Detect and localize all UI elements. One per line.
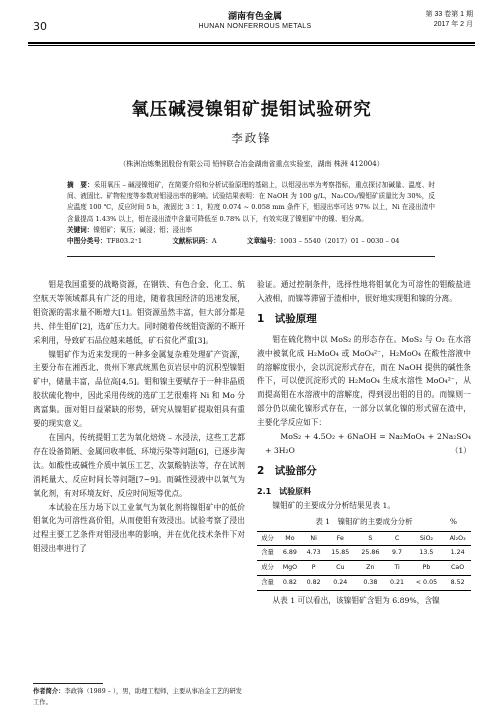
table-cell: Cu <box>325 561 355 576</box>
article-no-value: 1003 – 5540（2017）01 – 0030 – 04 <box>279 237 400 246</box>
page-number: 30 <box>33 20 47 33</box>
author-footnote <box>33 686 245 708</box>
table-row <box>257 576 471 591</box>
journal-header <box>150 9 360 30</box>
journal-name-cn: 湖南有色金属 <box>227 12 282 22</box>
reaction-equation <box>257 430 471 458</box>
author-affiliation: （株洲冶炼集团股份有限公司 铅锌联合冶金湖南省重点实验室，湖南 株洲 412004） <box>119 160 384 168</box>
table-cell: 1.24 <box>444 546 471 561</box>
abstract-rule <box>67 256 435 257</box>
table-cell: Zn <box>355 561 385 576</box>
table-cell: 0.38 <box>355 576 385 591</box>
table-cell: Al₂O₃ <box>444 531 471 546</box>
table-cell: Ni <box>302 531 325 546</box>
subsection-heading-2-1: 2.1 试验原料 <box>257 486 312 496</box>
journal-name-en: HUNAN NONFERROUS METALS <box>198 23 312 30</box>
intro-paragraph-4: 本试验在压力场下以工业氧气为氧化剂将镍钼矿中的低价钼氧化为可溶性高价钼，从而使钼有效浸出。试验考察了浸出过程主要工艺条件对钼浸出率的影响，并在优化技术条件下对钼浸出率进行了 <box>33 502 245 554</box>
footnote-label: 作者简介： <box>33 688 65 695</box>
table-unit: % <box>449 516 457 526</box>
keywords <box>67 225 435 236</box>
left-column <box>33 278 245 556</box>
table-cell: 25.86 <box>355 546 385 561</box>
volume-issue: 第 33 卷第 1 期 <box>425 11 473 18</box>
continued-paragraph: 验证。通过控制条件，选择性地将钼氧化为可溶性的钼酸盐进入液相，而镍等滞留于渣相中，很好地实现钼和镍的分离。 <box>257 280 471 303</box>
table-cell: 0.24 <box>325 576 355 591</box>
issue-date: 2017 年 2 月 <box>433 21 473 28</box>
table-cell: 6.89 <box>278 546 302 561</box>
clc-value: TF803.2⁺1 <box>106 237 143 246</box>
abstract-block <box>67 180 435 247</box>
table-cell: 成分 <box>257 561 278 576</box>
clc-label: 中图分类号： <box>67 237 107 246</box>
material-paragraph: 镍钼矿的主要成分分析结果见表 1。 <box>272 500 396 510</box>
right-column <box>257 278 471 608</box>
table-cell: Fe <box>325 531 355 546</box>
table-cell: 13.5 <box>409 546 444 561</box>
table-row <box>257 546 471 561</box>
table-row <box>257 531 471 546</box>
doc-code-value: A <box>211 237 217 246</box>
header-rule <box>28 42 475 44</box>
table-cell: 成分 <box>257 531 278 546</box>
table-cell: Mo <box>278 531 302 546</box>
table-caption-text: 表 1 镍钼矿的主要成分分析 <box>315 516 413 526</box>
table-cell: < 0.05 <box>409 576 444 591</box>
table-row <box>257 561 471 576</box>
table-cell: P <box>302 561 325 576</box>
intro-paragraph-2: 镍钼矿作为近来发现的一种多金属复杂难处理矿产资源，主要分布在湘西北、贵州下寒武统黑色页岩层中的沉积型镍钼矿中，储量丰富，品位高[4,5]。钼和镍主要赋存于一种非晶质胶状硫化物中，因此采用传统的选矿工艺很难将 Ni 和 Mo 分离富集。面对钼日益紧缺的形势，研究从镍钼矿提取钼具有重要的现实意义。 <box>33 349 245 429</box>
table-cell: 15.85 <box>325 546 355 561</box>
footnote-text: 李政锋（1989 – ），男，助理工程师，主要从事冶金工艺的研发工作。 <box>33 688 242 706</box>
table-cell: CaO <box>444 561 471 576</box>
article-author: 李政锋 <box>231 131 272 145</box>
abstract-label: 摘 要： <box>67 181 94 189</box>
issue-info <box>426 10 473 30</box>
keywords-label: 关键词： <box>67 225 94 234</box>
table-cell: 4.73 <box>302 546 325 561</box>
equation-text: MoS₂ + 4.5O₂ + 6NaOH = Na₂MoO₄ + 2Na₂SO₄ + 3H₂O <box>265 432 471 455</box>
abstract <box>67 180 435 225</box>
keywords-text: 镍钼矿；氧压；碱浸；钼；浸出率 <box>93 225 193 234</box>
article-no-label: 文章编号： <box>246 237 280 246</box>
equation-number: （1） <box>450 445 471 455</box>
table-cell: Ti <box>385 561 408 576</box>
header-rule-thin <box>28 45 475 46</box>
table-cell: SiO₂ <box>409 531 444 546</box>
table-cell: 含量 <box>257 546 278 561</box>
classification-line <box>67 236 435 247</box>
doc-code-label: 文献标识码： <box>172 237 212 246</box>
table-cell: 0.82 <box>302 576 325 591</box>
intro-paragraph-1: 钼是我国重要的战略资源，在钢铁、有色合金、化工、航空航天等领域都具有广泛的用途，随着我国经济的迅速发展，钼资源的需求量不断增大[1]。钼资源虽然丰富，但大部分都是共、伴生钼矿[2]，选矿压力大。同时随着传统钼资源的不断开采利用，导致矿石品位越来越低，矿石贫化严重[3]。 <box>33 280 245 345</box>
intro-paragraph-3: 在国内，传统提钼工艺为氧化焙烧 – 水浸法，这些工艺都存在设备简陋、金属回收率低、环境污染等问题[6]，已逐步淘汰。如酸性或碱性介质中氧压工艺、次氯酸钠法等，存在试剂消耗量大、反应时间长等问题[7~9]。而碱性浸液中以氧气为氧化剂，有对环境友好、反应时间短等优点。 <box>33 432 245 498</box>
table-cell: 0.21 <box>385 576 408 591</box>
table-cell: 含量 <box>257 576 278 591</box>
principle-paragraph: 钼在硫化物中以 MoS₂ 的形态存在。MoS₂ 与 O₂ 在水溶液中被氧化成 H₂MoO₄ 或 MoO₄²⁻，H₂MoO₄ 在酸性溶液中的溶解度很小，会以沉淀形式存在，而在 NaOH 提供的碱性条件下，可以使沉淀形式的 H₂MoO₄ 生成水溶性 MoO₄²⁻，从而提高钼在水溶液中的溶解度，得到浸出钼的目的。而镍则一部分仍以硫化镍形式存在，一部分以氧化镍的形式留在渣中，主要化学反应如下： <box>257 334 471 428</box>
table-caption <box>257 515 471 529</box>
table-cell: 0.82 <box>278 576 302 591</box>
table-cell: 9.7 <box>385 546 408 561</box>
table-cell: MgO <box>278 561 302 576</box>
article-title: 氧压碱浸镍钼矿提钼试验研究 <box>131 100 372 120</box>
footnote-rule <box>33 683 103 684</box>
table-cell: S <box>355 531 385 546</box>
section-heading-1: 1 试验原理 <box>257 312 317 325</box>
table-cell: 8.52 <box>444 576 471 591</box>
composition-table <box>257 531 471 592</box>
section-heading-2: 2 试验部分 <box>257 464 317 477</box>
table-cell: Pb <box>409 561 444 576</box>
table-cell: C <box>385 531 408 546</box>
abstract-text: 采用氧压 – 碱浸镍钼矿，在简要介绍和分析试验原理的基础上，以钼浸出率为考察指标，重点探讨加碱量、温度、时间、液固比、矿物粒度等参数对钼浸出率的影响。试验结果表明：在 NaOH 为 100 g/L，Na₂CO₃/镍钼矿质量比为 30%，反应温度 100 ℃，反应时间 5 h，液固比 3∶1，粒度 0.074 ~ 0.058 mm 条件下，钼浸出率可达 97% 以上，Ni 在浸出渣中含量提高 1.43% 以上，钼在浸出渣中含量可降低至 0.78% 以下，有效实现了镍钼矿中的镍、钼分离。 <box>67 181 435 223</box>
table-discussion-paragraph: 从表 1 可以看出，该镍钼矿含钼为 6.89%，含镍 <box>272 596 440 606</box>
